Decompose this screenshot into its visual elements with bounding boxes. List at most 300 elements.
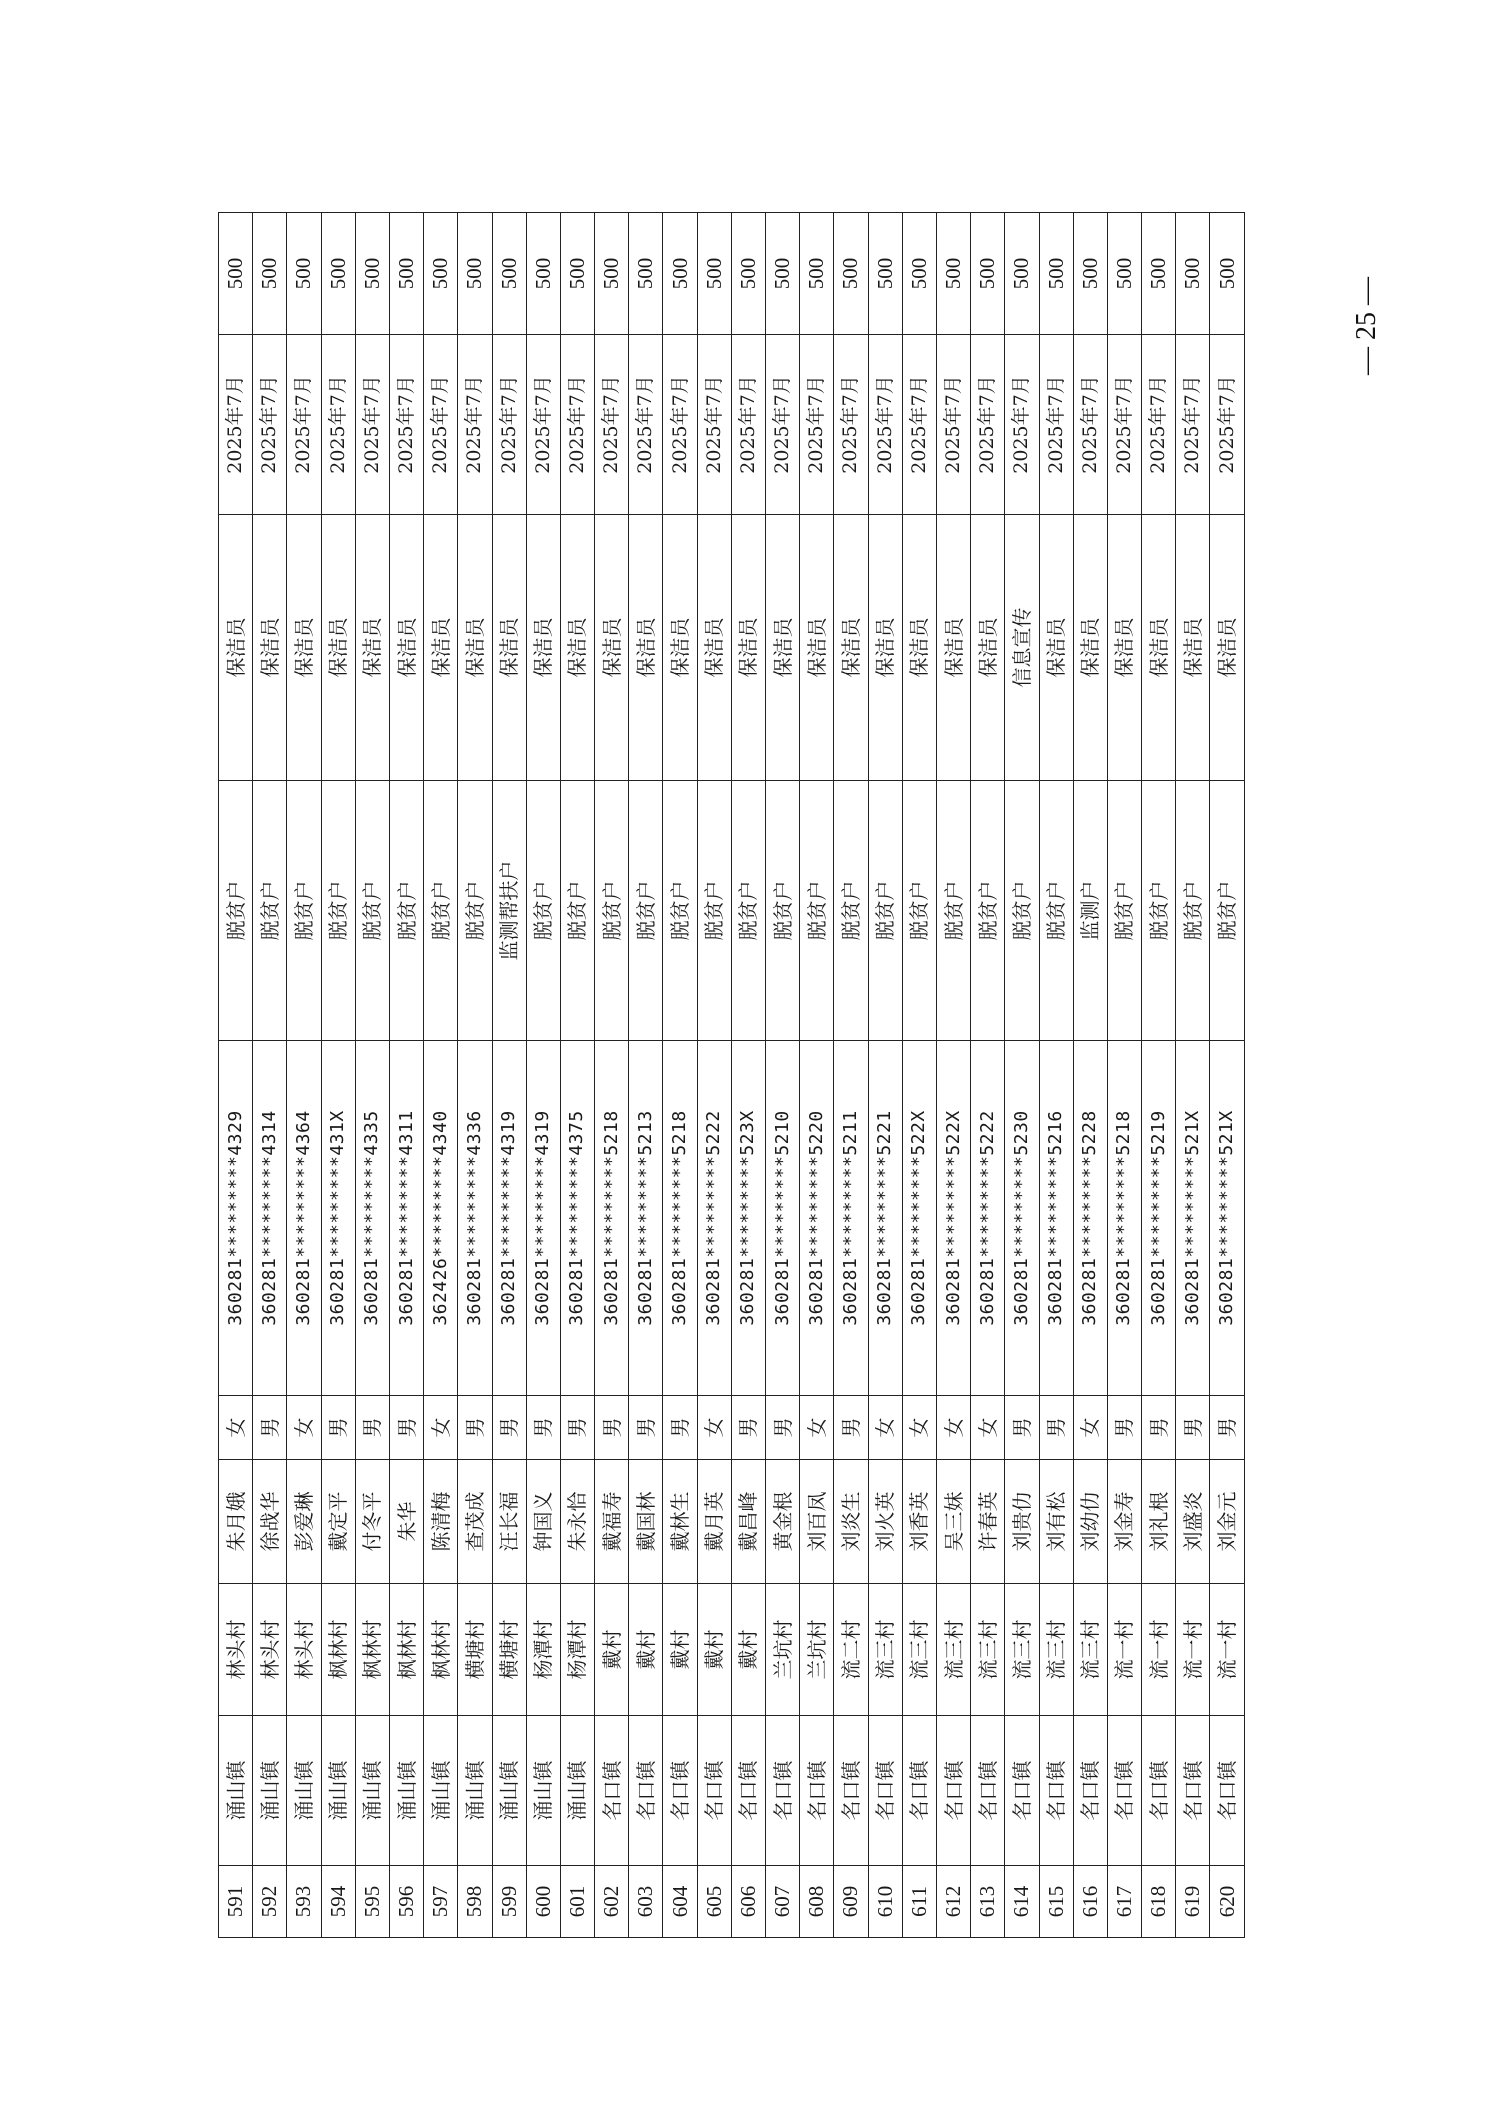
amount-cell: 500 [1005, 213, 1039, 335]
household-type-cell: 脱贫户 [1210, 781, 1245, 1041]
gender-cell: 男 [629, 1396, 663, 1460]
date-cell: 2025年7月 [287, 335, 321, 515]
town-cell: 涌山镇 [355, 1716, 389, 1866]
household-type-cell: 脱贫户 [936, 781, 970, 1041]
post-cell: 保洁员 [458, 515, 492, 781]
household-type-cell: 脱贫户 [697, 781, 731, 1041]
gender-cell: 男 [1039, 1396, 1073, 1460]
date-cell: 2025年7月 [766, 335, 800, 515]
name-cell: 徐战华 [253, 1460, 287, 1584]
name-cell: 刘礼根 [1142, 1460, 1176, 1584]
id-number-cell: 360281*********523X [731, 1041, 765, 1396]
date-cell: 2025年7月 [355, 335, 389, 515]
name-cell: 刘百凤 [800, 1460, 834, 1584]
amount-cell: 500 [1176, 213, 1210, 335]
table-row [663, 213, 697, 1938]
row-number: 620 [1210, 1866, 1245, 1938]
household-type-cell: 脱贫户 [731, 781, 765, 1041]
village-cell: 杨潭村 [526, 1584, 560, 1716]
name-cell: 许春英 [971, 1460, 1005, 1584]
post-cell: 保洁员 [253, 515, 287, 781]
post-cell: 保洁员 [697, 515, 731, 781]
row-number: 599 [492, 1866, 526, 1938]
post-cell: 保洁员 [219, 515, 253, 781]
table-row [697, 213, 731, 1938]
town-cell: 名口镇 [697, 1716, 731, 1866]
row-number: 595 [355, 1866, 389, 1938]
village-cell: 流三村 [1073, 1584, 1107, 1716]
id-number-cell: 360281*********4329 [219, 1041, 253, 1396]
household-type-cell: 脱贫户 [424, 781, 458, 1041]
table-row [1142, 213, 1176, 1938]
amount-cell: 500 [766, 213, 800, 335]
amount-cell: 500 [253, 213, 287, 335]
gender-cell: 女 [800, 1396, 834, 1460]
town-cell: 名口镇 [595, 1716, 629, 1866]
post-cell: 保洁员 [629, 515, 663, 781]
household-type-cell: 脱贫户 [663, 781, 697, 1041]
name-cell: 刘炎生 [834, 1460, 868, 1584]
amount-cell: 500 [971, 213, 1005, 335]
gender-cell: 女 [902, 1396, 936, 1460]
id-number-cell: 360281*********5221 [868, 1041, 902, 1396]
amount-cell: 500 [629, 213, 663, 335]
row-number: 604 [663, 1866, 697, 1938]
date-cell: 2025年7月 [1073, 335, 1107, 515]
name-cell: 黄金根 [766, 1460, 800, 1584]
post-cell: 保洁员 [731, 515, 765, 781]
post-cell: 保洁员 [492, 515, 526, 781]
name-cell: 戴昌峰 [731, 1460, 765, 1584]
table-row [902, 213, 936, 1938]
id-number-cell: 360281*********4364 [287, 1041, 321, 1396]
id-number-cell: 360281*********4311 [389, 1041, 423, 1396]
amount-cell: 500 [458, 213, 492, 335]
amount-cell: 500 [800, 213, 834, 335]
post-cell: 保洁员 [424, 515, 458, 781]
row-number: 602 [595, 1866, 629, 1938]
amount-cell: 500 [936, 213, 970, 335]
amount-cell: 500 [868, 213, 902, 335]
id-number-cell: 360281*********5220 [800, 1041, 834, 1396]
table-row [1210, 213, 1245, 1938]
id-number-cell: 360281*********5230 [1005, 1041, 1039, 1396]
date-cell: 2025年7月 [526, 335, 560, 515]
village-cell: 横塘村 [458, 1584, 492, 1716]
id-number-cell: 360281*********5218 [1107, 1041, 1141, 1396]
row-number: 600 [526, 1866, 560, 1938]
name-cell: 戴月英 [697, 1460, 731, 1584]
table-row [321, 213, 355, 1938]
table-row [492, 213, 526, 1938]
town-cell: 名口镇 [834, 1716, 868, 1866]
row-number: 605 [697, 1866, 731, 1938]
town-cell: 名口镇 [1210, 1716, 1245, 1866]
amount-cell: 500 [287, 213, 321, 335]
household-type-cell: 脱贫户 [1005, 781, 1039, 1041]
household-type-cell: 脱贫户 [868, 781, 902, 1041]
date-cell: 2025年7月 [731, 335, 765, 515]
id-number-cell: 360281*********521X [1176, 1041, 1210, 1396]
row-number: 616 [1073, 1866, 1107, 1938]
name-cell: 查茂成 [458, 1460, 492, 1584]
post-cell: 信息宣传 [1005, 515, 1039, 781]
post-cell: 保洁员 [868, 515, 902, 781]
name-cell: 钟国义 [526, 1460, 560, 1584]
post-cell: 保洁员 [902, 515, 936, 781]
id-number-cell: 360281*********4319 [492, 1041, 526, 1396]
town-cell: 涌山镇 [492, 1716, 526, 1866]
town-cell: 名口镇 [766, 1716, 800, 1866]
id-number-cell: 360281*********5222 [697, 1041, 731, 1396]
name-cell: 刘火英 [868, 1460, 902, 1584]
table-row [971, 213, 1005, 1938]
table-row [526, 213, 560, 1938]
amount-cell: 500 [1073, 213, 1107, 335]
household-type-cell: 监测帮扶户 [492, 781, 526, 1041]
village-cell: 流一村 [1107, 1584, 1141, 1716]
date-cell: 2025年7月 [1176, 335, 1210, 515]
post-cell: 保洁员 [1073, 515, 1107, 781]
date-cell: 2025年7月 [834, 335, 868, 515]
amount-cell: 500 [492, 213, 526, 335]
table-row [287, 213, 321, 1938]
id-number-cell: 360281*********5210 [766, 1041, 800, 1396]
household-type-cell: 脱贫户 [1039, 781, 1073, 1041]
town-cell: 涌山镇 [287, 1716, 321, 1866]
row-number: 592 [253, 1866, 287, 1938]
row-number: 612 [936, 1866, 970, 1938]
gender-cell: 男 [355, 1396, 389, 1460]
id-number-cell: 360281*********5211 [834, 1041, 868, 1396]
gender-cell: 男 [595, 1396, 629, 1460]
gender-cell: 男 [1210, 1396, 1245, 1460]
gender-cell: 男 [458, 1396, 492, 1460]
household-type-cell: 监测户 [1073, 781, 1107, 1041]
town-cell: 名口镇 [1073, 1716, 1107, 1866]
table-body [219, 213, 1245, 1938]
household-type-cell: 脱贫户 [389, 781, 423, 1041]
row-number: 607 [766, 1866, 800, 1938]
table-row [424, 213, 458, 1938]
amount-cell: 500 [355, 213, 389, 335]
amount-cell: 500 [560, 213, 594, 335]
village-cell: 流三村 [868, 1584, 902, 1716]
date-cell: 2025年7月 [868, 335, 902, 515]
table-row [560, 213, 594, 1938]
household-type-cell: 脱贫户 [971, 781, 1005, 1041]
post-cell: 保洁员 [1210, 515, 1245, 781]
town-cell: 名口镇 [902, 1716, 936, 1866]
gender-cell: 女 [287, 1396, 321, 1460]
amount-cell: 500 [697, 213, 731, 335]
amount-cell: 500 [663, 213, 697, 335]
village-cell: 林头村 [253, 1584, 287, 1716]
town-cell: 涌山镇 [560, 1716, 594, 1866]
town-cell: 涌山镇 [389, 1716, 423, 1866]
village-cell: 流三村 [971, 1584, 1005, 1716]
gender-cell: 男 [253, 1396, 287, 1460]
name-cell: 刘盛炎 [1176, 1460, 1210, 1584]
row-number: 609 [834, 1866, 868, 1938]
town-cell: 名口镇 [936, 1716, 970, 1866]
village-cell: 流一村 [1210, 1584, 1245, 1716]
gender-cell: 女 [219, 1396, 253, 1460]
gender-cell: 女 [971, 1396, 1005, 1460]
date-cell: 2025年7月 [663, 335, 697, 515]
amount-cell: 500 [219, 213, 253, 335]
village-cell: 流二村 [834, 1584, 868, 1716]
village-cell: 枫林村 [424, 1584, 458, 1716]
household-type-cell: 脱贫户 [321, 781, 355, 1041]
village-cell: 横塘村 [492, 1584, 526, 1716]
post-cell: 保洁员 [355, 515, 389, 781]
name-cell: 刘贵仂 [1005, 1460, 1039, 1584]
row-number: 618 [1142, 1866, 1176, 1938]
household-type-cell: 脱贫户 [219, 781, 253, 1041]
id-number-cell: 360281*********5219 [1142, 1041, 1176, 1396]
date-cell: 2025年7月 [492, 335, 526, 515]
id-number-cell: 360281*********522X [902, 1041, 936, 1396]
id-number-cell: 360281*********5222 [971, 1041, 1005, 1396]
table-row [253, 213, 287, 1938]
post-cell: 保洁员 [560, 515, 594, 781]
household-type-cell: 脱贫户 [1142, 781, 1176, 1041]
household-type-cell: 脱贫户 [595, 781, 629, 1041]
row-number: 610 [868, 1866, 902, 1938]
post-cell: 保洁员 [1107, 515, 1141, 781]
amount-cell: 500 [731, 213, 765, 335]
amount-cell: 500 [1107, 213, 1141, 335]
post-cell: 保洁员 [1039, 515, 1073, 781]
table-row [868, 213, 902, 1938]
amount-cell: 500 [1210, 213, 1245, 335]
post-cell: 保洁员 [389, 515, 423, 781]
table-row [389, 213, 423, 1938]
gender-cell: 男 [1107, 1396, 1141, 1460]
id-number-cell: 360281*********4336 [458, 1041, 492, 1396]
date-cell: 2025年7月 [1142, 335, 1176, 515]
village-cell: 枫林村 [355, 1584, 389, 1716]
amount-cell: 500 [834, 213, 868, 335]
date-cell: 2025年7月 [1210, 335, 1245, 515]
date-cell: 2025年7月 [219, 335, 253, 515]
table-row [936, 213, 970, 1938]
village-cell: 杨潭村 [560, 1584, 594, 1716]
household-type-cell: 脱贫户 [1176, 781, 1210, 1041]
amount-cell: 500 [1039, 213, 1073, 335]
village-cell: 戴村 [731, 1584, 765, 1716]
post-cell: 保洁员 [663, 515, 697, 781]
table-row [1107, 213, 1141, 1938]
date-cell: 2025年7月 [902, 335, 936, 515]
date-cell: 2025年7月 [1107, 335, 1141, 515]
household-type-cell: 脱贫户 [1107, 781, 1141, 1041]
village-cell: 流三村 [902, 1584, 936, 1716]
gender-cell: 男 [663, 1396, 697, 1460]
row-number: 617 [1107, 1866, 1141, 1938]
village-cell: 戴村 [697, 1584, 731, 1716]
row-number: 593 [287, 1866, 321, 1938]
date-cell: 2025年7月 [1039, 335, 1073, 515]
amount-cell: 500 [1142, 213, 1176, 335]
gender-cell: 女 [1073, 1396, 1107, 1460]
amount-cell: 500 [595, 213, 629, 335]
village-cell: 兰坑村 [800, 1584, 834, 1716]
name-cell: 汪长福 [492, 1460, 526, 1584]
row-number: 619 [1176, 1866, 1210, 1938]
gender-cell: 女 [868, 1396, 902, 1460]
household-type-cell: 脱贫户 [766, 781, 800, 1041]
gender-cell: 女 [424, 1396, 458, 1460]
town-cell: 涌山镇 [458, 1716, 492, 1866]
gender-cell: 男 [321, 1396, 355, 1460]
date-cell: 2025年7月 [560, 335, 594, 515]
village-cell: 林头村 [287, 1584, 321, 1716]
table-row [1176, 213, 1210, 1938]
town-cell: 名口镇 [800, 1716, 834, 1866]
table-row [800, 213, 834, 1938]
post-cell: 保洁员 [287, 515, 321, 781]
post-cell: 保洁员 [834, 515, 868, 781]
household-type-cell: 脱贫户 [253, 781, 287, 1041]
gender-cell: 男 [1176, 1396, 1210, 1460]
date-cell: 2025年7月 [697, 335, 731, 515]
name-cell: 戴定平 [321, 1460, 355, 1584]
id-number-cell: 360281*********522X [936, 1041, 970, 1396]
household-type-cell: 脱贫户 [834, 781, 868, 1041]
household-type-cell: 脱贫户 [902, 781, 936, 1041]
amount-cell: 500 [389, 213, 423, 335]
town-cell: 涌山镇 [526, 1716, 560, 1866]
row-number: 606 [731, 1866, 765, 1938]
name-cell: 朱月娥 [219, 1460, 253, 1584]
gender-cell: 男 [1142, 1396, 1176, 1460]
name-cell: 刘金寿 [1107, 1460, 1141, 1584]
gender-cell: 男 [389, 1396, 423, 1460]
town-cell: 名口镇 [868, 1716, 902, 1866]
table-row [355, 213, 389, 1938]
village-cell: 枫林村 [389, 1584, 423, 1716]
name-cell: 刘香英 [902, 1460, 936, 1584]
village-cell: 流一村 [1142, 1584, 1176, 1716]
row-number: 596 [389, 1866, 423, 1938]
village-cell: 戴村 [629, 1584, 663, 1716]
name-cell: 朱永恰 [560, 1460, 594, 1584]
date-cell: 2025年7月 [458, 335, 492, 515]
id-number-cell: 360281*********5213 [629, 1041, 663, 1396]
village-cell: 林头村 [219, 1584, 253, 1716]
household-type-cell: 脱贫户 [629, 781, 663, 1041]
date-cell: 2025年7月 [800, 335, 834, 515]
table-row [219, 213, 253, 1938]
name-cell: 朱华 [389, 1460, 423, 1584]
id-number-cell: 360281*********431X [321, 1041, 355, 1396]
table-row [1005, 213, 1039, 1938]
name-cell: 陈清梅 [424, 1460, 458, 1584]
table-row [766, 213, 800, 1938]
town-cell: 名口镇 [1005, 1716, 1039, 1866]
town-cell: 涌山镇 [424, 1716, 458, 1866]
household-type-cell: 脱贫户 [800, 781, 834, 1041]
table-row [458, 213, 492, 1938]
post-cell: 保洁员 [1142, 515, 1176, 781]
table-row [629, 213, 663, 1938]
row-number: 613 [971, 1866, 1005, 1938]
village-cell: 枫林村 [321, 1584, 355, 1716]
row-number: 601 [560, 1866, 594, 1938]
town-cell: 名口镇 [731, 1716, 765, 1866]
amount-cell: 500 [424, 213, 458, 335]
page-number: — 25 — [1351, 277, 1382, 375]
row-number: 603 [629, 1866, 663, 1938]
gender-cell: 男 [560, 1396, 594, 1460]
row-number: 591 [219, 1866, 253, 1938]
village-cell: 戴村 [663, 1584, 697, 1716]
name-cell: 刘有松 [1039, 1460, 1073, 1584]
household-type-cell: 脱贫户 [287, 781, 321, 1041]
town-cell: 名口镇 [663, 1716, 697, 1866]
post-cell: 保洁员 [595, 515, 629, 781]
beneficiary-table [218, 212, 1245, 1938]
name-cell: 戴林生 [663, 1460, 697, 1584]
gender-cell: 女 [936, 1396, 970, 1460]
town-cell: 名口镇 [1039, 1716, 1073, 1866]
row-number: 614 [1005, 1866, 1039, 1938]
town-cell: 名口镇 [629, 1716, 663, 1866]
town-cell: 名口镇 [1107, 1716, 1141, 1866]
post-cell: 保洁员 [321, 515, 355, 781]
date-cell: 2025年7月 [971, 335, 1005, 515]
gender-cell: 女 [697, 1396, 731, 1460]
date-cell: 2025年7月 [321, 335, 355, 515]
date-cell: 2025年7月 [936, 335, 970, 515]
table-row [595, 213, 629, 1938]
id-number-cell: 360281*********5216 [1039, 1041, 1073, 1396]
town-cell: 名口镇 [1176, 1716, 1210, 1866]
row-number: 597 [424, 1866, 458, 1938]
date-cell: 2025年7月 [389, 335, 423, 515]
date-cell: 2025年7月 [1005, 335, 1039, 515]
amount-cell: 500 [526, 213, 560, 335]
gender-cell: 男 [1005, 1396, 1039, 1460]
amount-cell: 500 [902, 213, 936, 335]
village-cell: 流一村 [1176, 1584, 1210, 1716]
village-cell: 流三村 [1005, 1584, 1039, 1716]
table-row [1039, 213, 1073, 1938]
row-number: 608 [800, 1866, 834, 1938]
household-type-cell: 脱贫户 [458, 781, 492, 1041]
gender-cell: 男 [492, 1396, 526, 1460]
gender-cell: 男 [526, 1396, 560, 1460]
row-number: 594 [321, 1866, 355, 1938]
post-cell: 保洁员 [800, 515, 834, 781]
village-cell: 流三村 [1039, 1584, 1073, 1716]
post-cell: 保洁员 [526, 515, 560, 781]
name-cell: 刘幼仂 [1073, 1460, 1107, 1584]
name-cell: 戴国林 [629, 1460, 663, 1584]
date-cell: 2025年7月 [253, 335, 287, 515]
gender-cell: 男 [766, 1396, 800, 1460]
id-number-cell: 360281*********4375 [560, 1041, 594, 1396]
amount-cell: 500 [321, 213, 355, 335]
name-cell: 吴三妹 [936, 1460, 970, 1584]
table-row [834, 213, 868, 1938]
village-cell: 戴村 [595, 1584, 629, 1716]
id-number-cell: 362426*********4340 [424, 1041, 458, 1396]
household-type-cell: 脱贫户 [355, 781, 389, 1041]
town-cell: 涌山镇 [321, 1716, 355, 1866]
